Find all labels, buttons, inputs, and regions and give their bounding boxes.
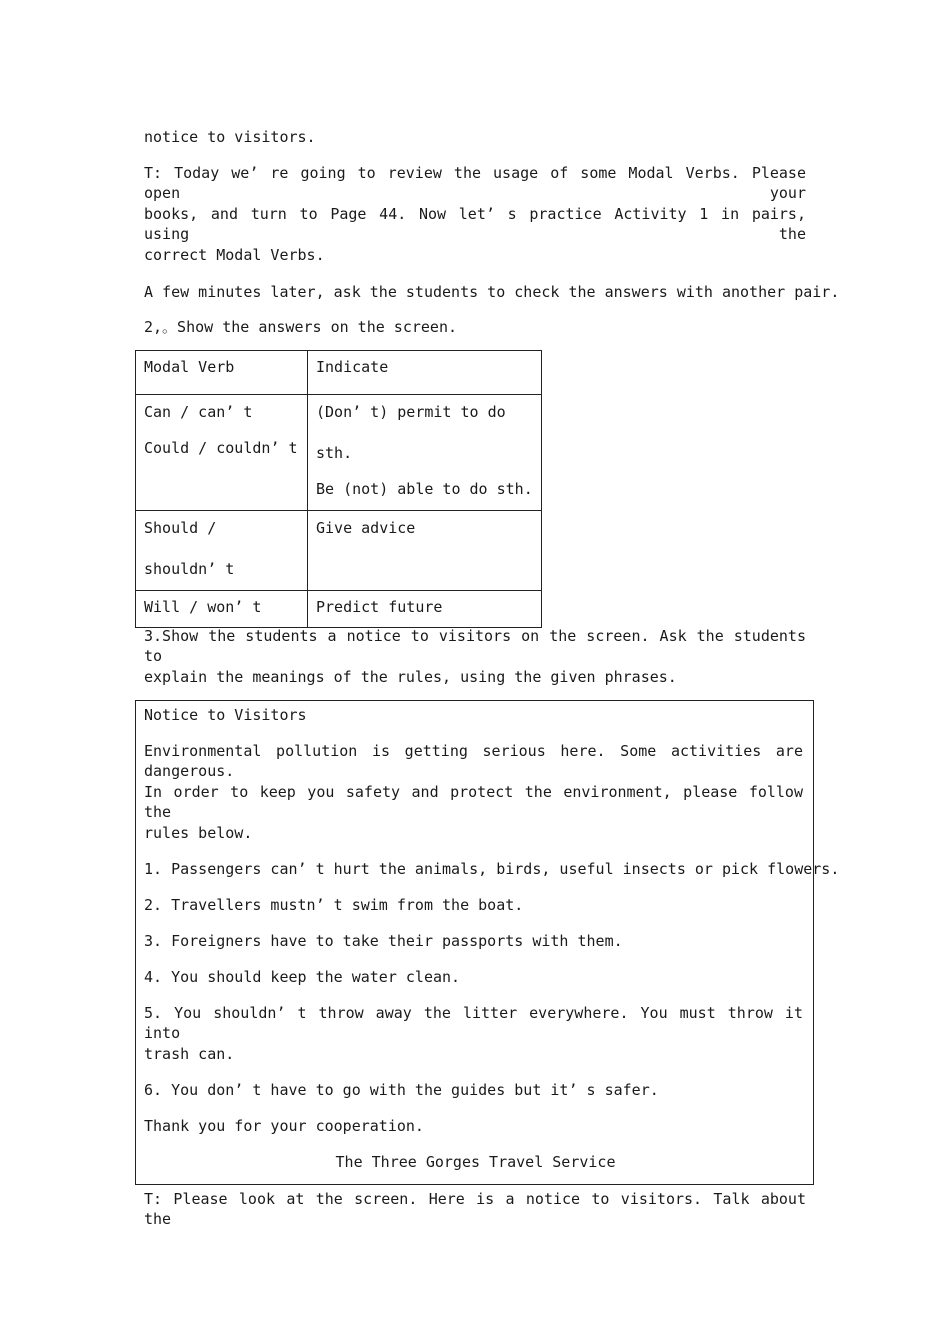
table-row	[136, 591, 542, 628]
table-cell: Will / won’ t	[136, 591, 308, 628]
step-2-line: 2,。Show the answers on the screen.	[144, 318, 458, 336]
teacher-line: books, and turn to Page 44. Now let’ s practice Activity 1 in pairs, using the	[144, 205, 806, 243]
notice-paragraph-line: Environmental pollution is getting serious here. Some activities are dangerous.	[144, 742, 803, 780]
table-cell: (Don’ t) permit to do sth. Be (not) able to do sth.	[308, 395, 542, 511]
notice-rule: 2. Travellers mustn’ t swim from the boat.	[144, 896, 524, 914]
table-header-row	[136, 351, 542, 395]
intro-line: notice to visitors.	[144, 128, 316, 146]
notice-thanks: Thank you for your cooperation.	[144, 1117, 424, 1135]
table-cell: Can / can’ t Could / couldn’ t	[136, 395, 308, 511]
notice-rule: 3. Foreigners have to take their passports with them.	[144, 932, 623, 950]
notice-paragraph-line: In order to keep you safety and protect the environment, please follow the	[144, 783, 803, 821]
closing-line: T: Please look at the screen. Here is a notice to visitors. Talk about the	[144, 1190, 806, 1228]
step-3-line: 3.Show the students a notice to visitors on the screen. Ask the students to	[144, 627, 806, 665]
table-cell: Predict future	[308, 591, 542, 628]
table-row	[136, 395, 542, 511]
table-cell: Give advice	[308, 511, 542, 591]
teacher-line: correct Modal Verbs.	[144, 246, 325, 264]
table-header-cell: Indicate	[308, 351, 542, 395]
notice-paragraph-line: rules below.	[144, 824, 253, 842]
table-cell: Should / shouldn’ t	[136, 511, 308, 591]
notice-rule: 4. You should keep the water clean.	[144, 968, 461, 986]
notice-rule: 5. You shouldn’ t throw away the litter everywhere. You must throw it into	[144, 1004, 803, 1042]
modal-verb-table	[135, 350, 542, 628]
table-header-cell: Modal Verb	[136, 351, 308, 395]
notice-rule: 6. You don’ t have to go with the guides but it’ s safer.	[144, 1081, 659, 1099]
notice-box	[135, 700, 840, 1185]
notice-rule: trash can.	[144, 1045, 235, 1063]
notice-signature: The Three Gorges Travel Service	[335, 1153, 616, 1171]
instruction-line: A few minutes later, ask the students to check the answers with another pair.	[144, 283, 840, 301]
notice-rule: 1. Passengers can’ t hurt the animals, birds, useful insects or pick flowers.	[144, 860, 840, 878]
teacher-line: T: Today we’ re going to review the usage of some Modal Verbs. Please open your	[144, 164, 806, 202]
table-row	[136, 511, 542, 591]
step-3-line: explain the meanings of the rules, using the given phrases.	[144, 668, 677, 686]
notice-title: Notice to Visitors	[144, 706, 307, 724]
